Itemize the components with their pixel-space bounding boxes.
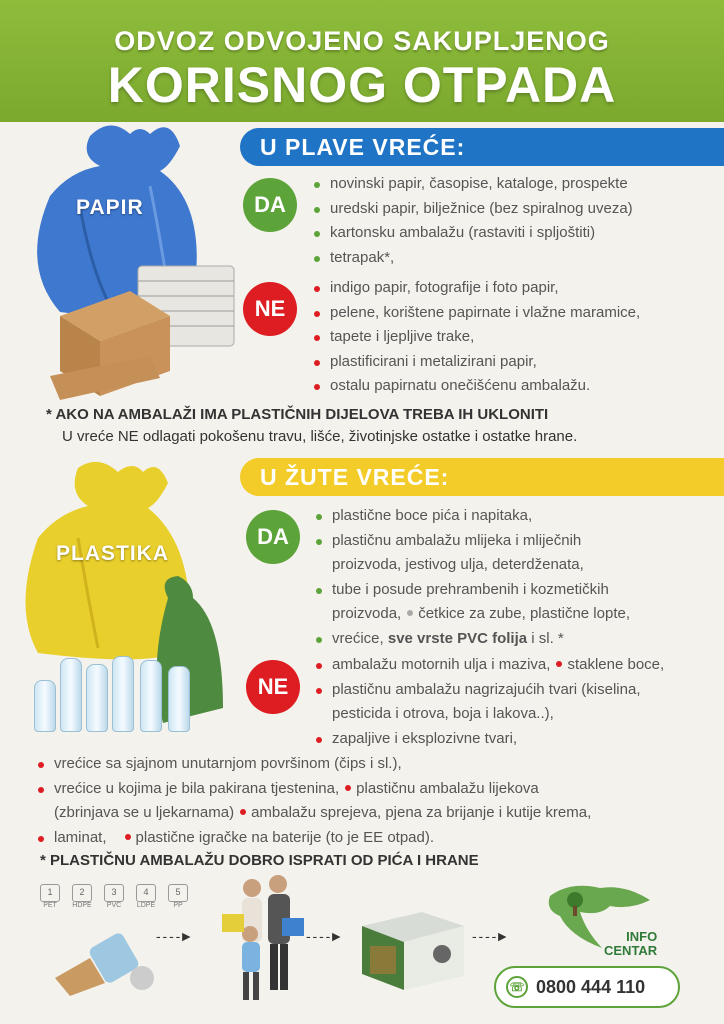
recycle-code-icon: [134, 884, 158, 909]
recycle-code-number: 2: [72, 884, 92, 902]
recycle-code-number: 1: [40, 884, 60, 902]
paper-no-badge: NE: [243, 282, 297, 336]
recycle-code-number: 4: [136, 884, 156, 902]
list-item-text: laminat,: [54, 828, 107, 846]
list-item: plastificirani i metalizirani papir,: [312, 350, 640, 375]
list-item: tube i posude prehrambenih i kozmetičkih: [314, 578, 630, 603]
blue-bag-image: [20, 116, 250, 406]
list-item: ostalu papirnatu onečišćenu ambalažu.: [312, 374, 640, 399]
phone-number[interactable]: 0800 444 110: [536, 976, 646, 997]
bottle-image: [60, 658, 82, 732]
paper-bag-label: PAPIR: [76, 196, 144, 219]
recycle-code-label: LDPE: [136, 902, 156, 909]
title-line-1: ODVOZ ODVOJENO SAKUPLJENOG: [114, 26, 610, 56]
list-item-text: vrećice u kojima je bila pakirana tjestenina,: [54, 779, 340, 797]
list-item-text: (zbrinjava se u ljekarnama): [54, 804, 235, 821]
family-image: [212, 874, 312, 1004]
paper-note-warning: * AKO NA AMBALAŽI IMA PLASTIČNIH DIJELOVA TREBA IH UKLONITI: [46, 406, 549, 423]
bullet-dot: [556, 661, 562, 667]
list-item-text: vrećice,: [332, 629, 384, 647]
list-item: tetrapak*,: [312, 246, 633, 271]
arrow-icon: - - - -►: [306, 928, 343, 944]
list-item: uredski papir, bilježnice (bez spiralnog uveza): [312, 197, 633, 222]
list-item: [314, 627, 630, 652]
plastic-no-badge: NE: [246, 660, 300, 714]
recycle-code-label: PET: [43, 902, 57, 909]
arrow-icon: - - - -►: [156, 928, 193, 944]
paper-yes-badge: DA: [243, 178, 297, 232]
list-item: plastičnu ambalažu nagrizajućih tvari (kiselina,: [314, 678, 664, 703]
list-item: [36, 826, 591, 851]
bottle-image: [34, 680, 56, 732]
list-item-continuation: [36, 801, 591, 826]
paper-banner: U PLAVE VREĆE:: [240, 128, 724, 166]
recycle-code-icon: [102, 884, 126, 909]
recycle-code-icon: [70, 884, 94, 909]
phone-icon: ☏: [506, 976, 528, 998]
bullet-dot: [240, 809, 246, 815]
list-item-continuation: [314, 553, 630, 578]
list-item-continuation: pesticida i otrova, boja i lakova..),: [332, 705, 554, 722]
list-item: plastične boce pića i napitaka,: [314, 504, 630, 529]
bottle-image: [140, 660, 162, 732]
recycle-code-icon: [38, 884, 62, 909]
recycle-codes: [38, 884, 190, 909]
paper-no-list: [312, 276, 640, 399]
list-item-text: četkice za zube, plastične lopte,: [418, 605, 631, 622]
plastic-no-list: [314, 653, 664, 751]
list-item: novinski papir, časopise, kataloge, prospekte: [312, 172, 633, 197]
bottle-image: [168, 666, 190, 732]
plastic-yes-list: [314, 504, 630, 651]
phone-number-box[interactable]: [494, 966, 680, 1008]
bottle-image: [86, 664, 108, 732]
recycle-code-number: 3: [104, 884, 124, 902]
plastic-note-rinse: * PLASTIČNU AMBALAŽU DOBRO ISPRATI OD PIĆA I HRANE: [40, 852, 479, 869]
list-item: zapaljive i eksplozivne tvari,: [314, 727, 664, 752]
bullet-dot: [125, 834, 131, 840]
list-item-text: plastične igračke na baterije (to je EE otpad).: [135, 828, 435, 846]
list-item: [36, 777, 591, 802]
plastic-yes-badge: DA: [246, 510, 300, 564]
info-centar-line2: CENTAR: [604, 943, 658, 958]
paper-note-restriction: U vreće NE odlagati pokošenu travu, lišće, životinjske ostatke i ostatke hrane.: [62, 428, 578, 445]
info-centar-label: [604, 930, 657, 958]
plastic-banner: U ŽUTE VREĆE:: [240, 458, 724, 496]
list-item-text: i sl. *: [531, 629, 564, 647]
bullet-dot: [345, 785, 351, 791]
list-item-continuation: [314, 602, 630, 627]
list-item-text: ambalažu sprejeva, pjena za brijanje i kutije krema,: [251, 804, 592, 821]
list-item: vrećice sa sjajnom unutarnjom površinom (čips i sl.),: [36, 752, 591, 777]
list-item: tapete i ljepljive trake,: [312, 325, 640, 350]
plastic-bag-label: PLASTIKA: [56, 542, 169, 565]
list-item: pelene, korištene papirnate i vlažne maramice,: [312, 301, 640, 326]
list-item: plastičnu ambalažu mlijeka i mliječnih: [314, 529, 630, 554]
arrow-icon: - - - -►: [472, 928, 509, 944]
paper-yes-list: [312, 172, 633, 270]
list-item: indigo papir, fotografije i foto papir,: [312, 276, 640, 301]
recycle-code-icon: [166, 884, 190, 909]
recycle-code-label: HDPE: [72, 902, 92, 909]
waste-pile-image: [50, 918, 160, 998]
list-item-text: proizvoda,: [332, 605, 402, 622]
container-image: [352, 898, 472, 994]
list-item-text: proizvoda, jestivog ulja, deterdženata,: [332, 556, 584, 573]
header: [0, 0, 724, 122]
title-line-2: KORISNOG OTPADA: [107, 57, 617, 113]
bottle-image: [112, 656, 134, 732]
list-item: kartonsku ambalažu (rastaviti i spljoštiti): [312, 221, 633, 246]
recycle-code-number: 5: [168, 884, 188, 902]
list-item-text: staklene boce,: [567, 656, 665, 673]
plastic-no-list-wide: [36, 752, 591, 850]
list-item-text: ambalažu motornih ulja i maziva,: [332, 656, 551, 673]
list-item-bold-text: sve vrste PVC folija: [387, 629, 528, 647]
list-item: [314, 653, 664, 678]
recycle-code-label: PP: [173, 902, 183, 909]
bullet-dot: [407, 610, 413, 616]
list-item-text: plastičnu ambalažu lijekova: [356, 779, 539, 797]
recycle-code-label: PVC: [106, 902, 122, 909]
info-centar-line1: INFO: [626, 929, 658, 944]
